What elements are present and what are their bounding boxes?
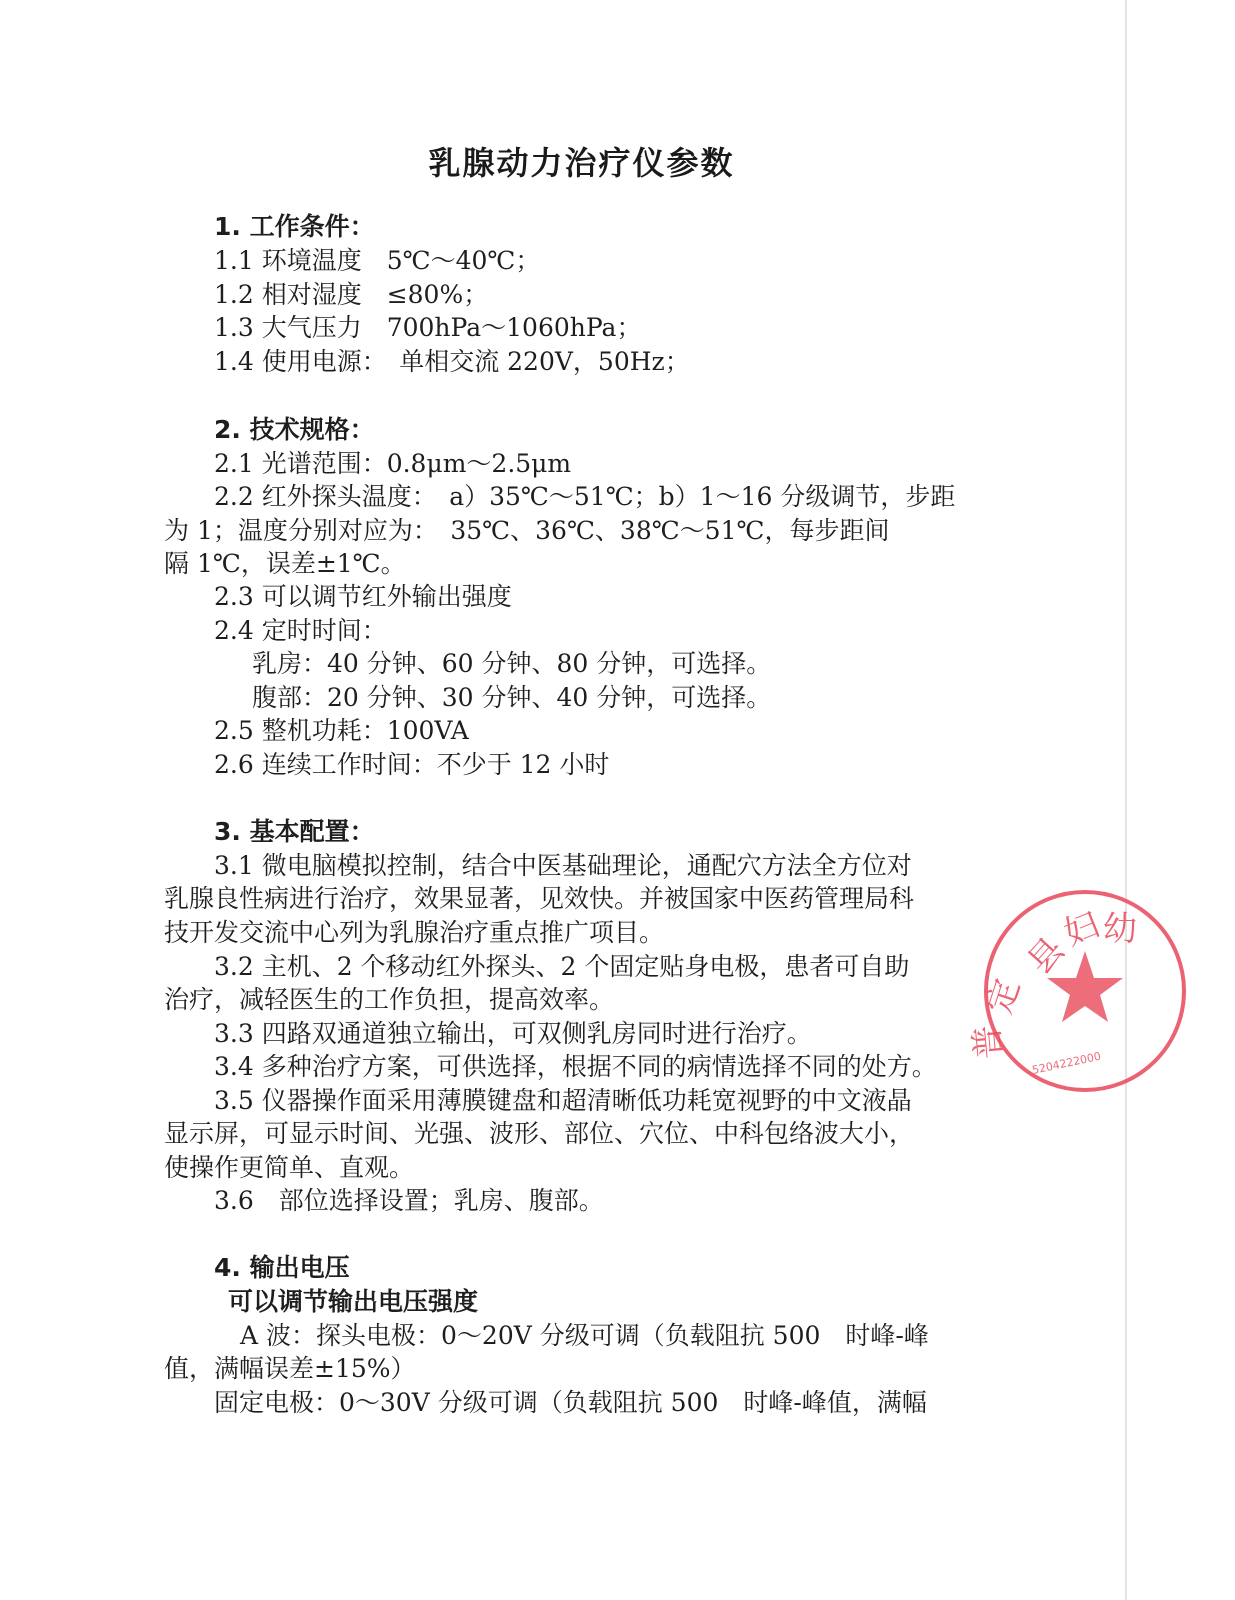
official-seal-stamp	[967, 888, 1137, 1098]
text-line: 固定电极：0～30V 分级可调（负载阻抗 500 时峰-峰值，满幅	[214, 1388, 927, 1417]
text-line: 3.1 微电脑模拟控制，结合中医基础理论，通配穴方法全方位对	[214, 851, 912, 880]
text-line: 1.1 环境温度 5℃～40℃；	[214, 246, 541, 275]
text-line: 3.2 主机、2 个移动红外探头、2 个固定贴身电极，患者可自助	[214, 952, 910, 981]
section-subheading: 可以调节输出电压强度	[228, 1287, 479, 1316]
text-line: 1.4 使用电源： 单相交流 220V，50Hz；	[214, 347, 690, 376]
svg-text:幼: 幼	[1103, 909, 1137, 949]
text-line: 2.6 连续工作时间：不少于 12 小时	[214, 750, 610, 779]
text-line: 3.3 四路双通道独立输出，可双侧乳房同时进行治疗。	[214, 1019, 812, 1048]
page-edge-shadow	[1125, 0, 1127, 1600]
text-line: 2.5 整机功耗：100VA	[214, 716, 469, 745]
text-line: A 波：探头电极：0～20V 分级可调（负载阻抗 500 时峰-峰	[240, 1321, 929, 1350]
section-heading: 2. 技术规格：	[214, 415, 375, 444]
text-line: 2.2 红外探头温度： a）35℃～51℃；b）1～16 分级调节，步距	[214, 482, 956, 511]
text-line: 2.1 光谱范围：0.8μm～2.5μm	[214, 449, 572, 478]
svg-text:妇: 妇	[1058, 904, 1105, 955]
text-line: 1.3 大气压力 700hPa～1060hPa；	[214, 313, 642, 342]
text-line: 3.6 部位选择设置；乳房、腹部。	[214, 1186, 604, 1215]
svg-text:5204222000: 5204222000	[1030, 1049, 1103, 1077]
text-line: 1.2 相对湿度 ≤80%；	[214, 280, 489, 309]
text-line: 2.4 定时时间：	[214, 616, 387, 645]
text-line: 为 1；温度分别对应为： 35℃、36℃、38℃～51℃，每步距间	[164, 516, 890, 545]
text-line: 3.5 仪器操作面采用薄膜键盘和超清晰低功耗宽视野的中文液晶	[214, 1086, 912, 1115]
section-heading: 1. 工作条件：	[214, 212, 375, 241]
text-line: 腹部：20 分钟、30 分钟、40 分钟，可选择。	[252, 683, 772, 712]
document-title: 乳腺动力治疗仪参数	[428, 144, 735, 182]
svg-text:普: 普	[967, 1023, 1010, 1061]
svg-text:定: 定	[979, 974, 1029, 1019]
text-line: 使操作更简单、直观。	[164, 1153, 415, 1182]
text-line: 值，满幅误差±15%）	[164, 1354, 416, 1383]
text-line: 技开发交流中心列为乳腺治疗重点推广项目。	[164, 918, 665, 947]
text-line: 显示屏，可显示时间、光强、波形、部位、穴位、中科包络波大小，	[164, 1119, 915, 1148]
section-heading: 4. 输出电压	[214, 1253, 350, 1282]
text-line: 治疗，减轻医生的工作负担，提高效率。	[164, 985, 615, 1014]
section-heading: 3. 基本配置：	[214, 817, 375, 846]
text-line: 乳房：40 分钟、60 分钟、80 分钟，可选择。	[252, 649, 772, 678]
text-line: 3.4 多种治疗方案，可供选择，根据不同的病情选择不同的处方。	[214, 1052, 937, 1081]
text-line: 乳腺良性病进行治疗，效果显著，见效快。并被国家中医药管理局科	[164, 884, 915, 913]
text-line: 隔 1℃，误差±1℃。	[164, 549, 406, 578]
text-line: 2.3 可以调节红外输出强度	[214, 582, 512, 611]
svg-text:县: 县	[1019, 929, 1073, 983]
